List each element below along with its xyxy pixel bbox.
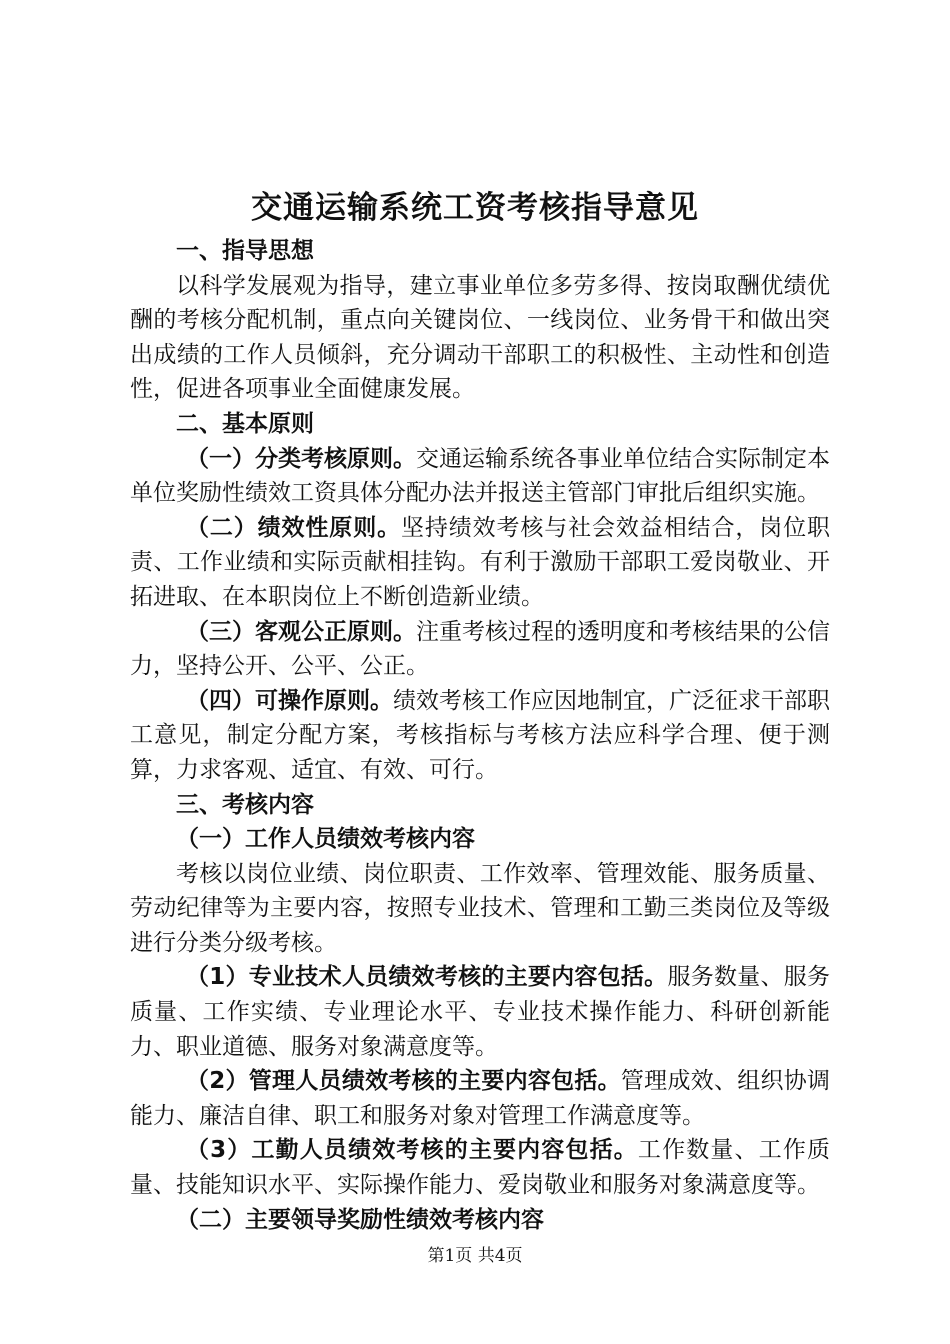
document-body — [130, 234, 830, 1237]
principle-lead: （四）可操作原则。 — [186, 687, 393, 714]
document-title: 交通运输系统工资考核指导意见 — [251, 190, 699, 226]
paragraph-service-staff — [130, 1133, 830, 1202]
item-lead: （2）管理人员绩效考核的主要内容包括。 — [186, 1068, 621, 1095]
principle-lead: （二）绩效性原则。 — [186, 514, 401, 541]
section-heading-guiding-ideology: 一、指导思想 — [176, 238, 314, 264]
paragraph-principle-fairness — [130, 615, 830, 684]
subsection-heading-leader-assessment: （二）主要领导奖励性绩效考核内容 — [176, 1206, 544, 1233]
paragraph-principle-classification — [130, 442, 830, 511]
paragraph-technical-staff — [130, 960, 830, 1064]
paragraph-principle-performance — [130, 511, 830, 615]
principle-text: 绩效考核工作应因地制宜，广泛征求干部职工意见，制定分配方案，考核指标与考核方法应科学合理、便于测算，力求客观、适宜、有效、可行。 — [130, 687, 830, 783]
principle-text: 注重考核过程的透明度和考核结果的公信力，坚持公开、公平、公正。 — [130, 618, 830, 680]
principle-lead: （一）分类考核原则。 — [186, 445, 416, 472]
item-lead: （3）工勤人员绩效考核的主要内容包括。 — [186, 1137, 638, 1164]
page-footer: 第1页 共4页 — [427, 1246, 523, 1266]
item-text: 工作数量、工作质量、技能知识水平、实际操作能力、爱岗敬业和服务对象满意度等。 — [130, 1137, 830, 1199]
paragraph-principle-operability — [130, 684, 830, 788]
section-heading-basic-principles: 二、基本原则 — [176, 410, 314, 437]
item-lead: （1）专业技术人员绩效考核的主要内容包括。 — [186, 964, 668, 991]
item-text: 管理成效、组织协调能力、廉洁自律、职工和服务对象对管理工作满意度等。 — [130, 1068, 830, 1129]
item-text: 服务数量、服务质量、工作实绩、专业理论水平、专业技术操作能力、科研创新能力、职业道德、服务对象满意度等。 — [130, 964, 830, 1060]
principle-text: 交通运输系统各事业单位结合实际制定本单位奖励性绩效工资具体分配办法并报送主管部门审批后组织实施。 — [130, 445, 830, 507]
paragraph-staff-assessment: 考核以岗位业绩、岗位职责、工作效率、管理效能、服务质量、劳动纪律等为主要内容，按照专业技术、管理和工勤三类岗位及等级进行分类分级考核。 — [130, 860, 830, 956]
paragraph-management-staff — [130, 1064, 830, 1133]
principle-lead: （三）客观公正原则。 — [186, 618, 416, 645]
section-heading-assessment-content: 三、考核内容 — [176, 791, 314, 818]
paragraph-guiding-ideology: 以科学发展观为指导，建立事业单位多劳多得、按岗取酬优绩优酬的考核分配机制，重点向关键岗位、一线岗位、业务骨干和做出突出成绩的工作人员倾斜，充分调动干部职工的积极性、主动性和创造性，促进各项事业全面健康发展。 — [130, 272, 830, 403]
subsection-heading-staff-assessment: （一）工作人员绩效考核内容 — [176, 826, 475, 853]
principle-text: 坚持绩效考核与社会效益相结合，岗位职责、工作业绩和实际贡献相挂钩。有利于激励干部职工爱岗敬业、开拓进取、在本职岗位上不断创造新业绩。 — [130, 514, 831, 610]
